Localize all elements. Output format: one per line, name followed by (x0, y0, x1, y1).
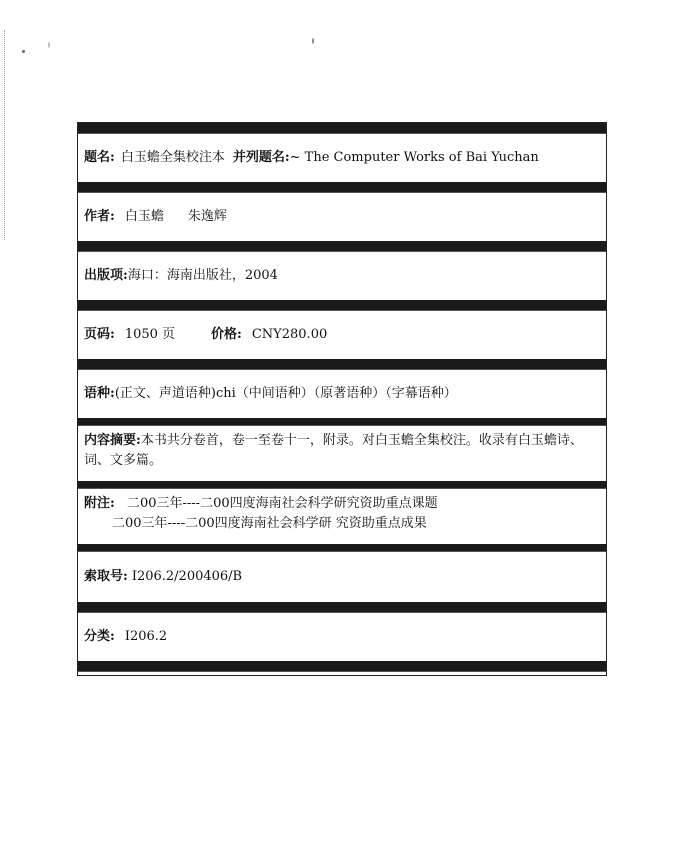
publication-row (78, 252, 606, 300)
classification-value: I206.2 (124, 629, 168, 644)
title-row (78, 134, 606, 182)
author-value-2: 朱逸辉 (187, 209, 227, 224)
divider (78, 359, 606, 370)
divider (78, 481, 606, 489)
catalog-record (77, 122, 607, 676)
pages-value: 1050 页 (124, 327, 176, 342)
abstract-value: 本书共分卷首，卷一至卷十一，附录。对白玉蟾全集校注。收录有白玉蟾诗、词、文多篇。 (84, 433, 583, 468)
divider (78, 182, 606, 193)
author-row (78, 193, 606, 241)
author-value-1: 白玉蟾 (124, 209, 164, 224)
language-value: (正文、声道语种)chi（中间语种）（原著语种）（字幕语种） (114, 386, 457, 401)
classification-row (78, 613, 606, 661)
divider (78, 418, 606, 426)
divider (78, 241, 606, 252)
language-row (78, 370, 606, 418)
parallel-title-label: 并列题名: (232, 150, 290, 165)
divider (78, 544, 606, 552)
price-value: CNY280.00 (251, 327, 328, 342)
classification-label: 分类: (84, 629, 115, 644)
scan-speck (22, 50, 25, 53)
abstract-label: 内容摘要: (84, 433, 141, 448)
pages-row (78, 311, 606, 359)
divider (78, 661, 606, 672)
call-number-value: I206.2/200406/B (131, 569, 243, 584)
title-label: 题名: (84, 150, 115, 165)
pages-label: 页码: (84, 327, 115, 342)
note-line-1: 二00三年----二00四度海南社会科学研究资助重点课题 (126, 496, 438, 511)
divider (78, 123, 606, 134)
call-number-label: 索取号: (84, 569, 128, 584)
language-label: 语种: (84, 386, 115, 401)
price-label: 价格: (211, 327, 242, 342)
publication-label: 出版项: (84, 268, 128, 283)
divider (78, 300, 606, 311)
note-row (78, 489, 606, 544)
scan-speck (312, 38, 314, 44)
margin-marks (4, 30, 7, 240)
divider (78, 602, 606, 613)
parallel-title-value: ~ The Computer Works of Bai Yuchan (289, 150, 539, 165)
scan-speck (48, 42, 50, 48)
note-label: 附注: (84, 496, 115, 511)
call-number-row (78, 552, 606, 602)
author-label: 作者: (84, 209, 115, 224)
note-line-2: 二00三年----二00四度海南社会科学研 究资助重点成果 (112, 516, 427, 531)
publication-value: 海口：海南出版社，2004 (127, 268, 278, 283)
abstract-row (78, 426, 606, 481)
title-value: 白玉蟾全集校注本 (120, 150, 225, 165)
